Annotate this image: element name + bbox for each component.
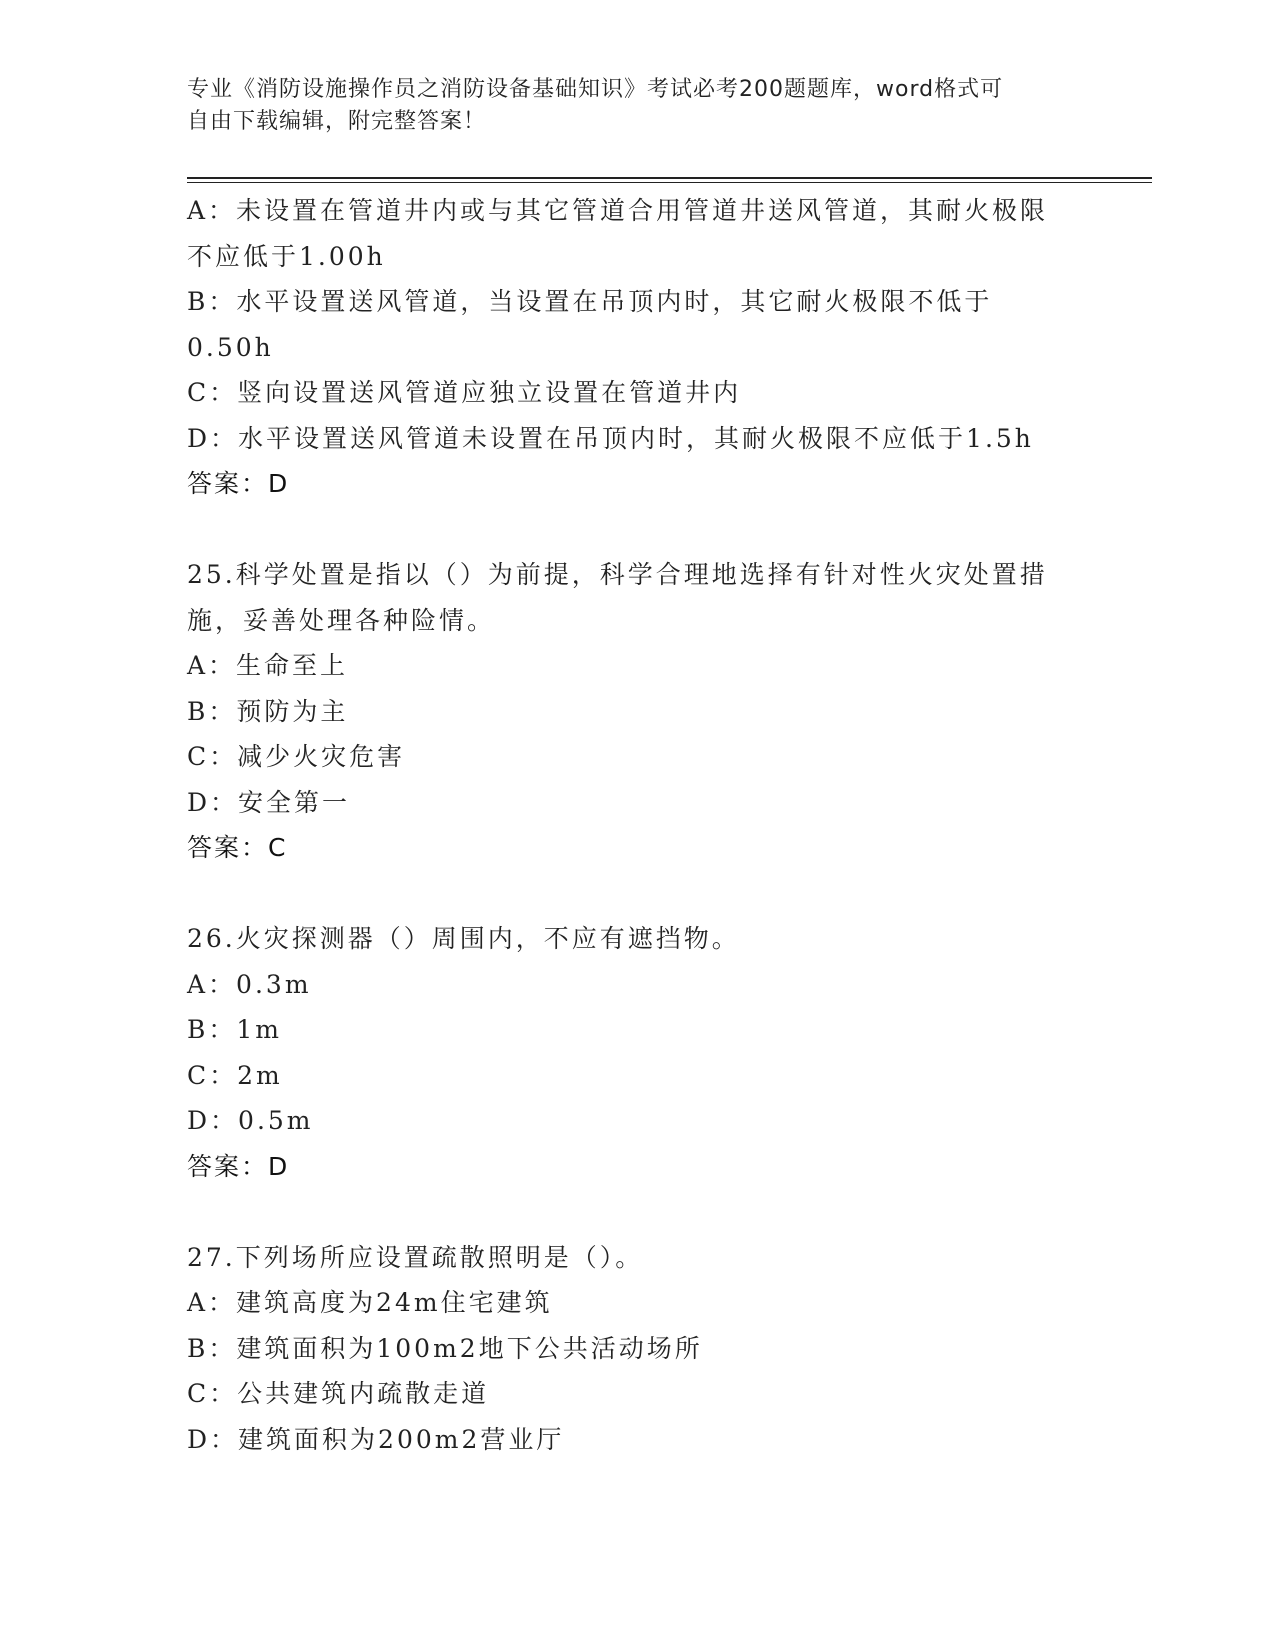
spacer	[187, 871, 1087, 917]
option-d: D：水平设置送风管道未设置在吊顶内时，其耐火极限不应低于1.5h	[187, 423, 1034, 453]
option-d: D：建筑面积为200m2营业厅	[187, 1424, 565, 1454]
question-stem-line-1: 25.科学处置是指以（）为前提，科学合理地选择有针对性火灾处置措	[187, 560, 1048, 589]
option-b: B：建筑面积为100m2地下公共活动场所	[187, 1333, 703, 1363]
option-a: A：建筑高度为24m住宅建筑	[187, 1288, 553, 1317]
question-stem: 26.火灾探测器（）周围内，不应有遮挡物。	[187, 924, 740, 953]
answer: 答案：D	[187, 469, 290, 498]
option-b: B：预防为主	[187, 696, 349, 726]
spacer	[187, 1189, 1087, 1235]
header-line-1: 专业《消防设施操作员之消防设备基础知识》考试必考200题题库，word格式可	[187, 77, 1004, 102]
question-stem-line-2: 施，妥善处理各种险情。	[187, 605, 496, 635]
header-divider-thin	[187, 182, 1152, 183]
question-24-continued	[187, 188, 1087, 507]
option-b-line-1: B：水平设置送风管道，当设置在吊顶内时，其它耐火极限不低于	[187, 287, 993, 316]
option-b-line-2: 0.50h	[187, 332, 274, 362]
answer: 答案：C	[187, 833, 288, 862]
option-c: C：竖向设置送风管道应独立设置在管道井内	[187, 378, 742, 407]
header-divider-thick	[187, 177, 1152, 179]
option-d: D：0.5m	[187, 1106, 314, 1135]
question-26	[187, 916, 1087, 1189]
answer: 答案：D	[187, 1151, 290, 1181]
spacer	[187, 507, 1087, 553]
question-list	[187, 188, 1087, 1462]
option-a-line-2: 不应低于1.00h	[187, 241, 386, 271]
question-stem: 27.下列场所应设置疏散照明是（）。	[187, 1242, 644, 1272]
option-a: A：生命至上	[187, 651, 349, 680]
option-d: D：安全第一	[187, 787, 351, 817]
option-c: C：2m	[187, 1060, 283, 1090]
header-line-2: 自由下载编辑，附完整答案！	[187, 109, 487, 134]
option-b: B：1m	[187, 1015, 282, 1044]
option-a-line-1: A：未设置在管道井内或与其它管道合用管道井送风管道，其耐火极限	[187, 196, 1049, 225]
option-c: C：公共建筑内疏散走道	[187, 1379, 490, 1408]
option-c: C：减少火灾危害	[187, 742, 406, 771]
option-a: A：0.3m	[187, 969, 312, 999]
document-header	[187, 74, 1067, 138]
question-27	[187, 1235, 1087, 1463]
question-25	[187, 552, 1087, 871]
